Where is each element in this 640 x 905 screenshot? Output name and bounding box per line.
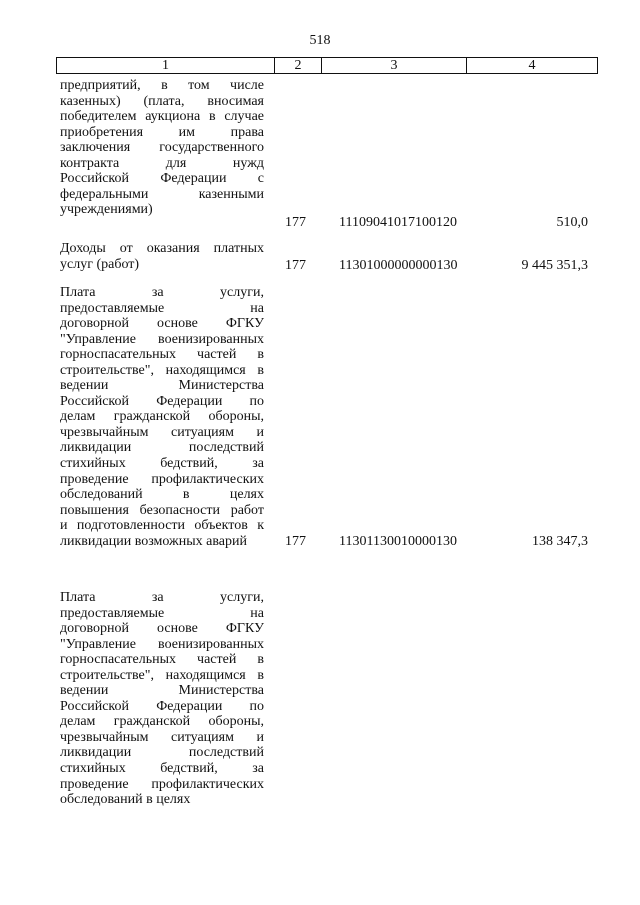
- description-line: горноспасательных частей в: [60, 347, 264, 363]
- description-line: и подготовленности объектов к: [60, 518, 264, 534]
- description-line: предоставляемые на: [60, 605, 264, 621]
- row-classification-code: 11301130010000130: [339, 534, 457, 549]
- row-description: [60, 241, 264, 272]
- description-line: проведение профилактических: [60, 471, 264, 487]
- description-line: строительстве", находящимся в: [60, 667, 264, 683]
- row-admin-code: 177: [285, 258, 306, 273]
- description-line: чрезвычайным ситуациям и: [60, 424, 264, 440]
- description-line: ведении Министерства: [60, 683, 264, 699]
- description-line: победителем аукциона в случае: [60, 109, 264, 125]
- header-col-2: 2: [275, 58, 322, 74]
- description-line: стихийных бедствий, за: [60, 761, 264, 777]
- description-line: предоставляемые на: [60, 300, 264, 316]
- header-col-1: 1: [57, 58, 275, 74]
- row-classification-code: 11301000000000130: [339, 258, 458, 273]
- table-header: [56, 57, 598, 74]
- description-line: ликвидации возможных аварий: [60, 533, 247, 549]
- description-line: делам гражданской обороны,: [60, 409, 264, 425]
- description-line: Российской Федерации по: [60, 698, 264, 714]
- description-line: "Управление военизированных: [60, 636, 264, 652]
- description-line: обследований в целях: [60, 487, 264, 503]
- description-line: приобретения им права: [60, 124, 264, 140]
- description-line: "Управление военизированных: [60, 331, 264, 347]
- description-line: услуг (работ): [60, 256, 140, 272]
- description-line: договорной основе ФГКУ: [60, 316, 264, 332]
- description-line: договорной основе ФГКУ: [60, 621, 264, 637]
- description-line: ведении Министерства: [60, 378, 264, 394]
- description-line: строительстве", находящимся в: [60, 362, 264, 378]
- description-line: Плата за услуги,: [60, 285, 264, 300]
- row-amount: 510,0: [556, 215, 588, 230]
- row-amount: 138 347,3: [532, 534, 588, 549]
- row-description: [60, 285, 264, 549]
- description-line: повышения безопасности работ: [60, 502, 264, 518]
- description-line: Доходы от оказания платных: [60, 241, 264, 256]
- description-line: ликвидации последствий: [60, 440, 264, 456]
- description-line: делам гражданской обороны,: [60, 714, 264, 730]
- description-line: горноспасательных частей в: [60, 652, 264, 668]
- header-col-4: 4: [467, 58, 598, 74]
- description-line: контракта для нужд: [60, 155, 264, 171]
- row-description: [60, 590, 264, 808]
- header-col-3: 3: [322, 58, 467, 74]
- description-line: Плата за услуги,: [60, 590, 264, 605]
- description-line: ликвидации последствий: [60, 745, 264, 761]
- row-amount: 9 445 351,3: [521, 258, 588, 273]
- description-line: учреждениями): [60, 202, 153, 218]
- description-line: стихийных бедствий, за: [60, 456, 264, 472]
- description-line: заключения государственного: [60, 140, 264, 156]
- row-classification-code: 11109041017100120: [339, 215, 457, 230]
- description-line: предприятий, в том числе: [60, 78, 264, 93]
- row-admin-code: 177: [285, 534, 306, 549]
- description-line: Российской Федерации по: [60, 393, 264, 409]
- description-line: обследований в целях: [60, 792, 191, 808]
- description-line: Российской Федерации с: [60, 171, 264, 187]
- description-line: федеральными казенными: [60, 186, 264, 202]
- description-line: чрезвычайным ситуациям и: [60, 729, 264, 745]
- row-admin-code: 177: [285, 215, 306, 230]
- row-description: [60, 78, 264, 218]
- description-line: проведение профилактических: [60, 776, 264, 792]
- page-number: 518: [309, 33, 331, 48]
- description-line: казенных) (плата, вносимая: [60, 93, 264, 109]
